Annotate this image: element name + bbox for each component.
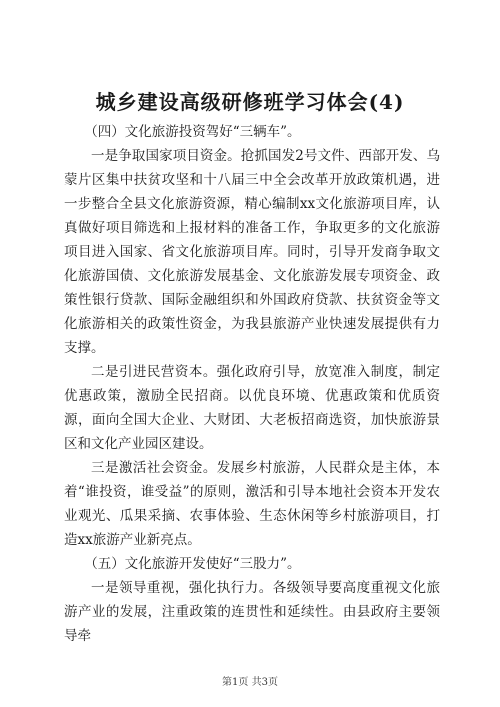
paragraph: 一是领导重视，强化执行力。各级领导要高度重视文化旅游产业的发展，注重政策的连贯性和延续性。由县政府主要领导牵 xyxy=(64,580,440,644)
paragraph: 二是引进民营资本。强化政府引导，放宽准入制度，制定优惠政策，激励全民招商。以优良环境、优惠政策和优质资源，面向全国大企业、大财团、大老板招商选资，加快旅游景区和文化产业园区建设。 xyxy=(64,364,440,452)
section-heading: （四）文化旅游投资驾好“三辆车”。 xyxy=(84,124,301,140)
paragraph: 三是激活社会资金。发展乡村旅游，人民群众是主体，本着“谁投资，谁受益”的原则，激活和引导本地社会资本开发农业观光、瓜果采摘、农事体验、生态休闲等乡村旅游项目，打造xx旅游产业新亮点。 xyxy=(64,460,440,548)
section-heading: （五）文化旅游开发使好“三股力”。 xyxy=(84,556,301,572)
document-title: 城乡建设高级研修班学习体会(4) xyxy=(95,90,405,114)
page-number-footer: 第1页 共3页 xyxy=(222,677,278,688)
document-body xyxy=(64,120,440,648)
paragraph: 一是争取国家项目资金。抢抓国发2号文件、西部开发、乌蒙片区集中扶贫攻坚和十八届三中全会改革开放政策机遇，进一步整合全县文化旅游资源，精心编制xx文化旅游项目库，认真做好项目筛选和上报材料的准备工作，争取更多的文化旅游项目进入国家、省文化旅游项目库。同时，引导开发商争取文化旅游国债、文化旅游发展基金、文化旅游发展专项资金、政策性银行贷款、国际金融组织和外国政府贷款、扶贫资金等文化旅游相关的政策性资金，为我县旅游产业快速发展提供有力支撑。 xyxy=(64,148,440,356)
